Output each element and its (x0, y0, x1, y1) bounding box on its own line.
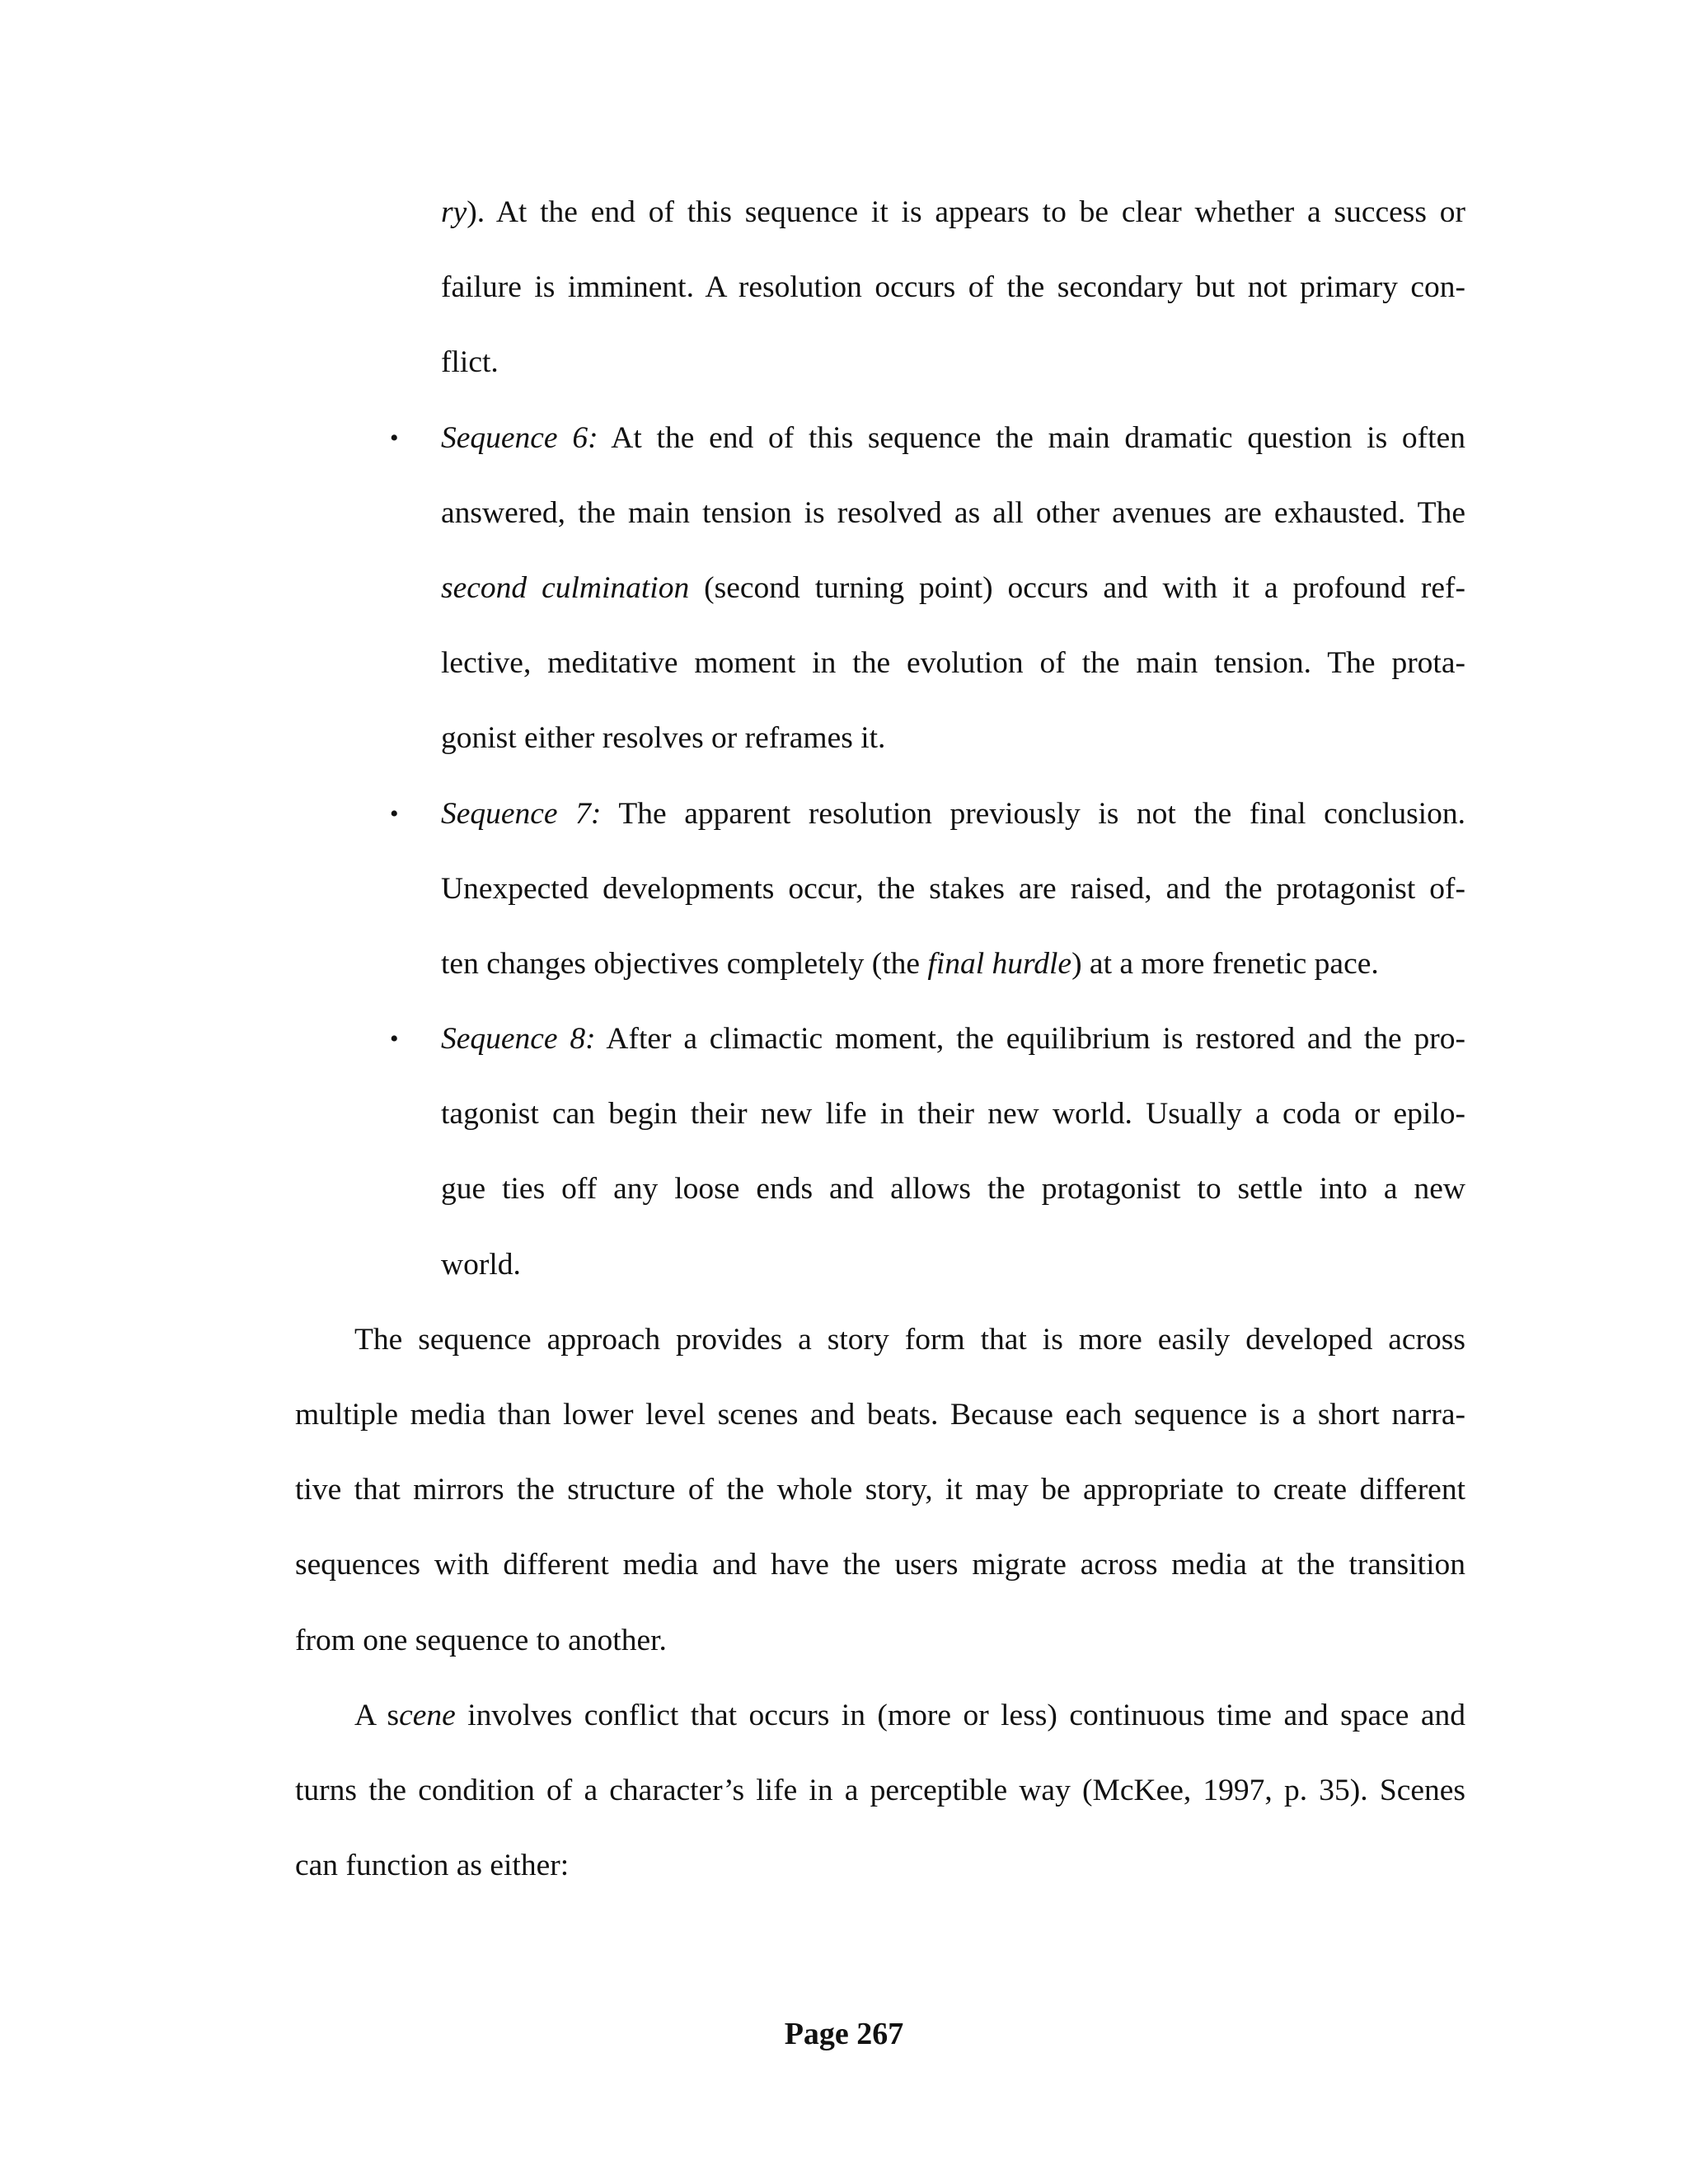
text-span: gue ties off any loose ends and allows the protagonist to settle into a new (441, 1172, 1465, 1207)
bullet-continuation (295, 175, 1465, 401)
text-line (295, 401, 1465, 476)
text-line (295, 1227, 1465, 1302)
text-span: failure is imminent. A resolution occurs of the secondary but not primary con- (441, 270, 1465, 305)
italic-text: second culmination (441, 570, 690, 605)
text-line (295, 551, 1465, 626)
text-line (295, 1527, 1465, 1602)
italic-label: Sequence 8: (441, 1022, 596, 1057)
text-line (295, 1001, 1465, 1076)
text-line (295, 701, 1465, 776)
text-line (295, 1151, 1465, 1226)
text-span: sequences with different media and have the users migrate across media at the transition (295, 1548, 1465, 1582)
text-span: ) at a more frenetic pace. (1071, 946, 1379, 981)
italic-text: ry (441, 195, 467, 229)
page-number: Page 267 (784, 2017, 904, 2051)
bullet-icon: • (390, 424, 399, 452)
list-item-sequence-8 (295, 1001, 1465, 1302)
text-span: After a climactic moment, the equilibrium is restored and the pro- (595, 1022, 1465, 1057)
text-span: lective, meditative moment in the evolution of the main tension. The prota- (441, 646, 1465, 681)
text-span: The apparent resolution previously is not the final conclusion. (601, 796, 1465, 831)
text-span: Unexpected developments occur, the stakes are raised, and the protagonist of- (441, 871, 1465, 906)
text-span: multiple media than lower level scenes and beats. Because each sequence is a short narra- (295, 1398, 1465, 1432)
text-span: involves conflict that occurs in (more or less) continuous time and space and (455, 1698, 1465, 1732)
text-line (295, 175, 1465, 250)
text-span: turns the condition of a character’s life in a perceptible way (McKee, 1997, p. 35). Scenes (295, 1773, 1465, 1807)
list-item-sequence-7 (295, 776, 1465, 1002)
text-span: can function as either: (295, 1849, 570, 1883)
text-line (295, 1452, 1465, 1527)
italic-label: Sequence 6: (441, 420, 598, 455)
text-line (295, 1377, 1465, 1452)
paragraph-sequence-approach (295, 1302, 1465, 1678)
text-line (295, 1302, 1465, 1377)
paragraph-scene (295, 1678, 1465, 1904)
italic-label: Sequence 7: (441, 796, 602, 831)
text-span: ten changes objectives completely (the (441, 946, 928, 981)
text-line (295, 1076, 1465, 1151)
text-span: answered, the main tension is resolved as all other avenues are exhausted. The (441, 495, 1465, 530)
body-text (295, 175, 1465, 1903)
text-line (295, 926, 1465, 1001)
italic-text: cene (399, 1698, 456, 1732)
text-span: The sequence approach provides a story form that is more easily developed across (354, 1322, 1465, 1357)
text-span: A s (354, 1698, 400, 1732)
text-line (295, 851, 1465, 926)
text-line (295, 626, 1465, 701)
text-span: from one sequence to another. (295, 1623, 667, 1657)
text-line (295, 1678, 1465, 1753)
text-span: tagonist can begin their new life in their new world. Usually a coda or epilo- (441, 1097, 1465, 1132)
text-line (295, 476, 1465, 551)
text-span: world. (441, 1247, 521, 1282)
text-span: At the end of this sequence the main dramatic question is often (598, 420, 1465, 455)
text-span: gonist either resolves or reframes it. (441, 721, 886, 756)
text-line (295, 325, 1465, 400)
bullet-icon: • (390, 799, 399, 827)
italic-text: final hurdle (927, 946, 1072, 981)
text-span: flict. (441, 345, 499, 380)
text-span: ). At the end of this sequence it is appears to be clear whether a success or (467, 195, 1465, 229)
text-span: (second turning point) occurs and with it a profound ref- (689, 570, 1465, 605)
text-line (295, 1753, 1465, 1828)
list-item-sequence-6 (295, 401, 1465, 776)
text-line (295, 250, 1465, 325)
text-line (295, 1828, 1465, 1903)
text-line (295, 1603, 1465, 1678)
text-line (295, 776, 1465, 851)
bullet-icon: • (390, 1025, 399, 1053)
text-span: tive that mirrors the structure of the whole story, it may be appropriate to create different (295, 1473, 1465, 1507)
